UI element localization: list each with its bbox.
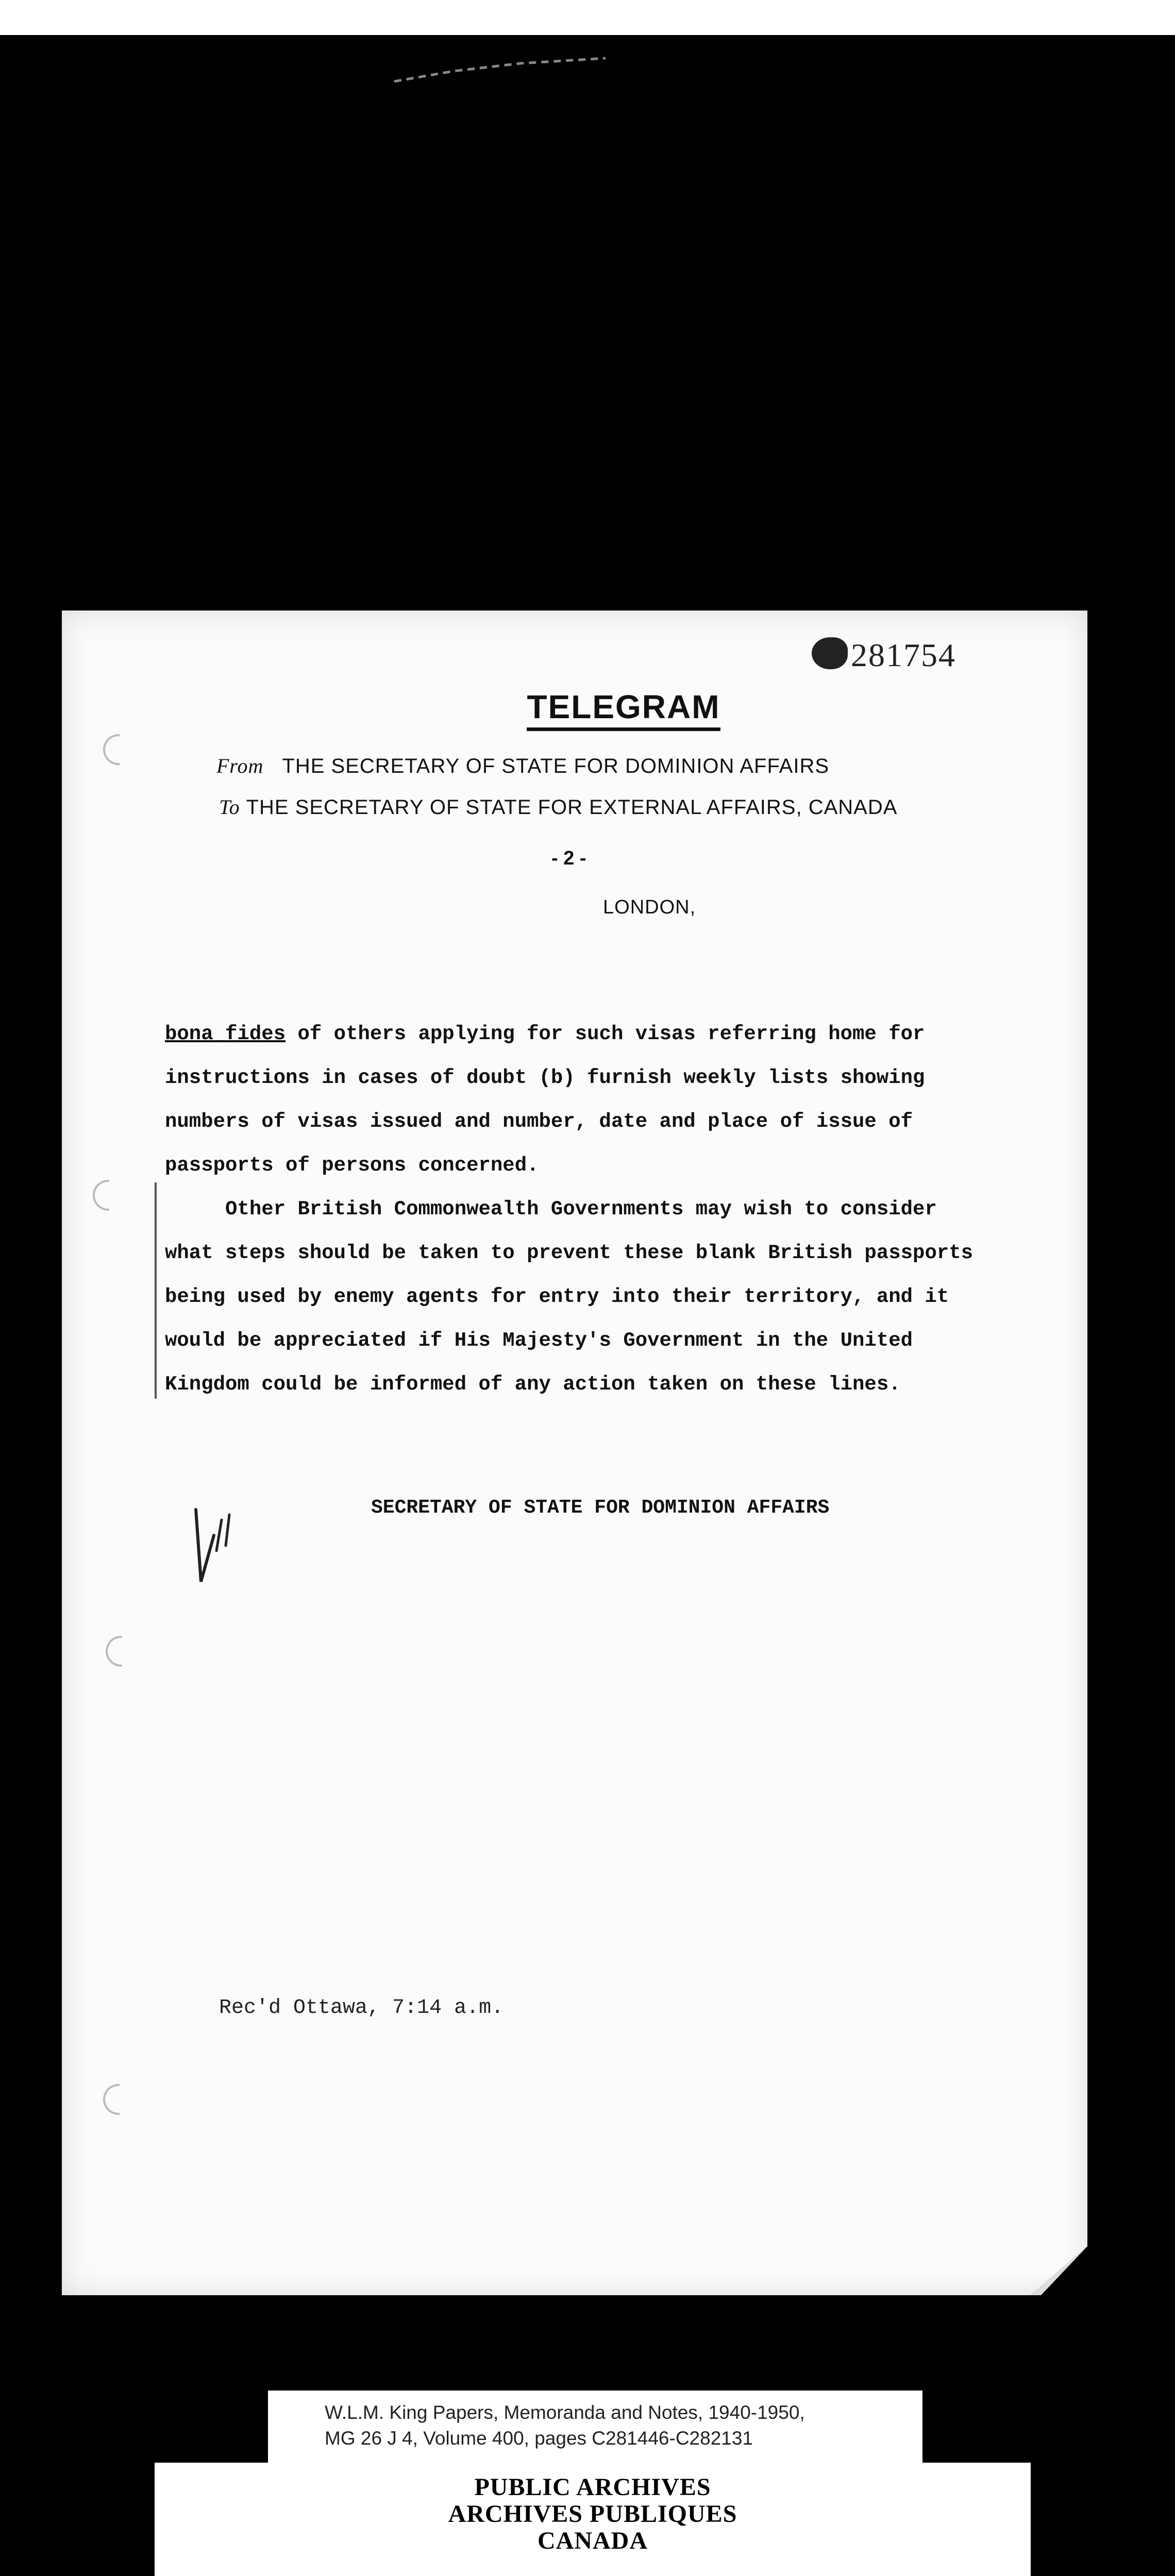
punch-hole (93, 1180, 109, 1211)
place-of-origin: LONDON, (603, 896, 696, 918)
to-recipient: THE SECRETARY OF STATE FOR EXTERNAL AFFAIRS, CANADA (246, 796, 898, 819)
to-line (219, 795, 897, 819)
archive-reference-line: MG 26 J 4, Volume 400, pages C281446-C282131 (325, 2428, 753, 2449)
archive-country: CANADA (538, 2527, 648, 2554)
body-line: instructions in cases of doubt (b) furnish weekly lists showing (165, 1066, 925, 1089)
archive-label-body (273, 2391, 912, 2576)
body-line: being used by enemy agents for entry into their territory, and it (165, 1285, 949, 1308)
archive-name-en: PUBLIC ARCHIVES (474, 2473, 711, 2501)
body-line: Other British Commonwealth Governments may wish to consider (165, 1198, 937, 1221)
top-margin-strip (0, 0, 1175, 35)
archive-reference-line: W.L.M. King Papers, Memoranda and Notes, 1940-1950, (325, 2402, 805, 2423)
body-line: numbers of visas issued and number, date and place of issue of (165, 1110, 913, 1133)
margin-annotation-line (155, 1182, 157, 1399)
body-line: bona fides of others applying for such visas referring home for (165, 1023, 925, 1045)
page-number: - 2 - (551, 848, 586, 869)
body-line: what steps should be taken to prevent these blank British passports (165, 1242, 973, 1264)
received-note: Rec'd Ottawa, 7:14 a.m. (219, 1996, 504, 2020)
telegram-title: TELEGRAM (62, 688, 1175, 726)
body-line: would be appreciated if His Majesty's Government in the United (165, 1329, 913, 1352)
signature-line: SECRETARY OF STATE FOR DOMINION AFFAIRS (371, 1497, 830, 1519)
body-line: passports of persons concerned. (165, 1154, 539, 1177)
handwritten-initials (186, 1504, 237, 1587)
telegram-page (62, 611, 1087, 2295)
underlined-phrase: bona fides (165, 1023, 286, 1045)
document-number-text: 281754 (851, 637, 956, 673)
punch-hole (106, 1636, 122, 1667)
from-line (216, 754, 829, 778)
from-sender: THE SECRETARY OF STATE FOR DOMINION AFFAIRS (282, 755, 830, 777)
scan-debris-mark (392, 56, 608, 87)
c-prefix-stamp (812, 637, 848, 669)
from-label: From (216, 754, 264, 777)
document-number (812, 636, 956, 674)
archive-label (155, 2391, 1031, 2576)
folded-corner (1031, 2246, 1087, 2295)
to-label: To (219, 795, 240, 819)
punch-hole (103, 2084, 120, 2115)
body-line: Kingdom could be informed of any action taken on these lines. (165, 1373, 901, 1396)
punch-hole (103, 734, 120, 765)
archive-name-fr: ARCHIVES PUBLIQUES (448, 2500, 737, 2528)
